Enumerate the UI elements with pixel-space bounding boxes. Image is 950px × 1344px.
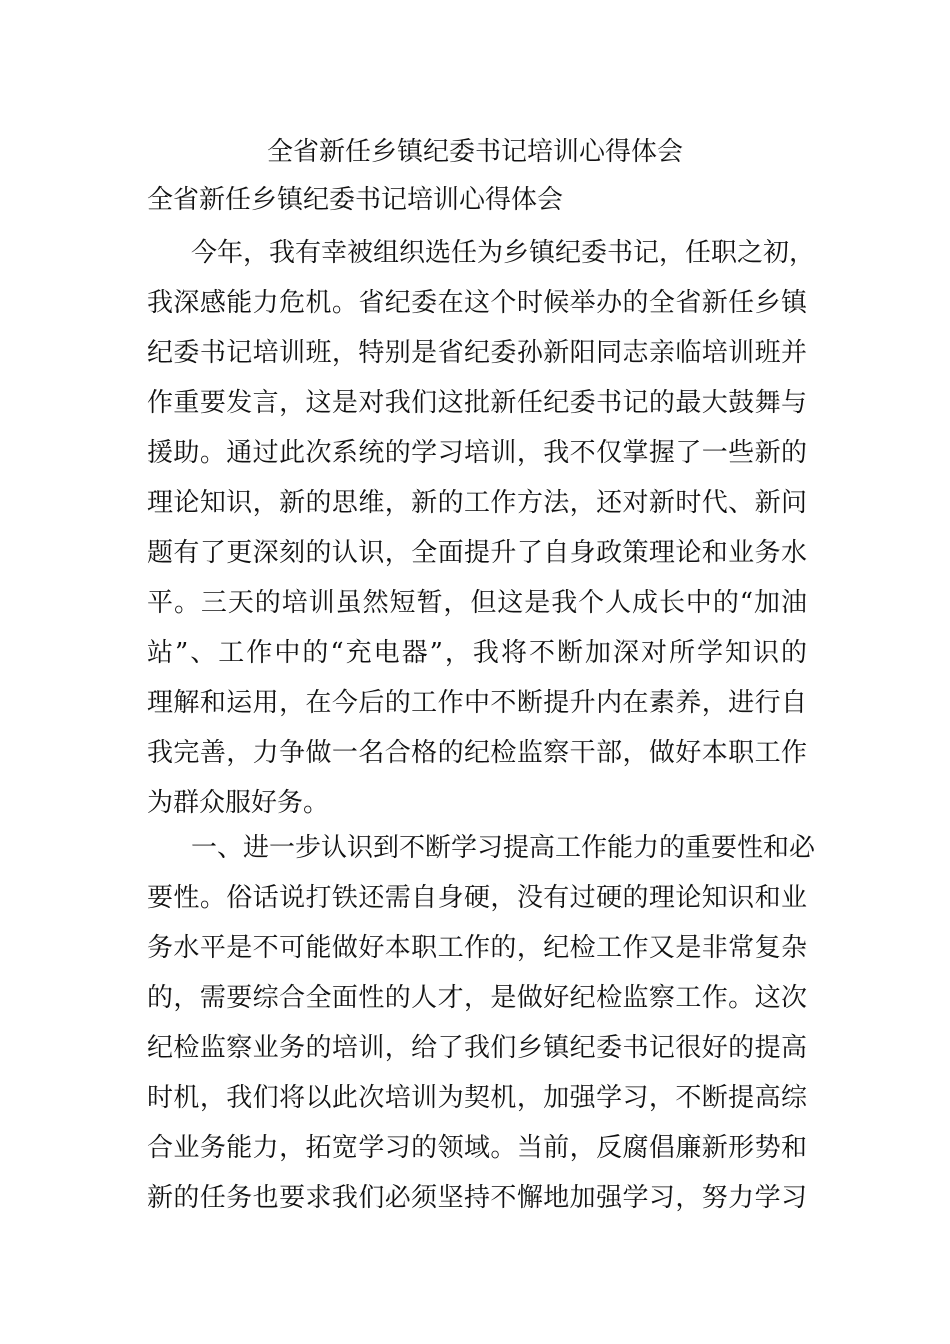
paragraph-intro	[147, 228, 816, 828]
text-line: 平。三天的培训虽然短暂，但这是我个人成长中的“加油	[147, 588, 807, 618]
text-line: 的，需要综合全面性的人才，是做好纪检监察工作。这次	[147, 983, 807, 1013]
document-subtitle: 全省新任乡镇纪委书记培训心得体会	[147, 185, 564, 215]
document-title: 全省新任乡镇纪委书记培训心得体会	[266, 137, 683, 167]
text-line: 务水平是不可能做好本职工作的，纪检工作又是非常复杂	[147, 933, 807, 963]
text-line: 理论知识，新的思维，新的工作方法，还对新时代、新问	[147, 488, 807, 518]
text-line: 我深感能力危机。省纪委在这个时候举办的全省新任乡镇	[147, 288, 807, 318]
text-line: 为群众服好务。	[147, 788, 330, 818]
text-line: 援助。通过此次系统的学习培训，我不仅掌握了一些新的	[147, 438, 807, 468]
text-line: 今年，我有幸被组织选任为乡镇纪委书记，任职之初，	[191, 238, 816, 268]
text-line: 要性。俗话说打铁还需自身硬，没有过硬的理论知识和业	[147, 883, 807, 913]
paragraph-section-one	[147, 823, 816, 1223]
text-line: 题有了更深刻的认识，全面提升了自身政策理论和业务水	[147, 538, 807, 568]
text-line: 新的任务也要求我们必须坚持不懈地加强学习，努力学习	[147, 1183, 807, 1213]
text-line: 理解和运用，在今后的工作中不断提升内在素养，进行自	[147, 688, 807, 718]
text-line: 一、进一步认识到不断学习提高工作能力的重要性和必	[191, 833, 816, 863]
text-line: 时机，我们将以此次培训为契机，加强学习，不断提高综	[147, 1083, 807, 1113]
text-line: 我完善，力争做一名合格的纪检监察干部，做好本职工作	[147, 738, 807, 768]
text-line: 合业务能力，拓宽学习的领域。当前，反腐倡廉新形势和	[147, 1133, 807, 1163]
text-line: 作重要发言，这是对我们这批新任纪委书记的最大鼓舞与	[147, 388, 807, 418]
text-line: 纪检监察业务的培训，给了我们乡镇纪委书记很好的提高	[147, 1033, 807, 1063]
text-line: 站”、工作中的“充电器”，我将不断加深对所学知识的	[147, 638, 807, 668]
text-line: 纪委书记培训班，特别是省纪委孙新阳同志亲临培训班并	[147, 338, 807, 368]
